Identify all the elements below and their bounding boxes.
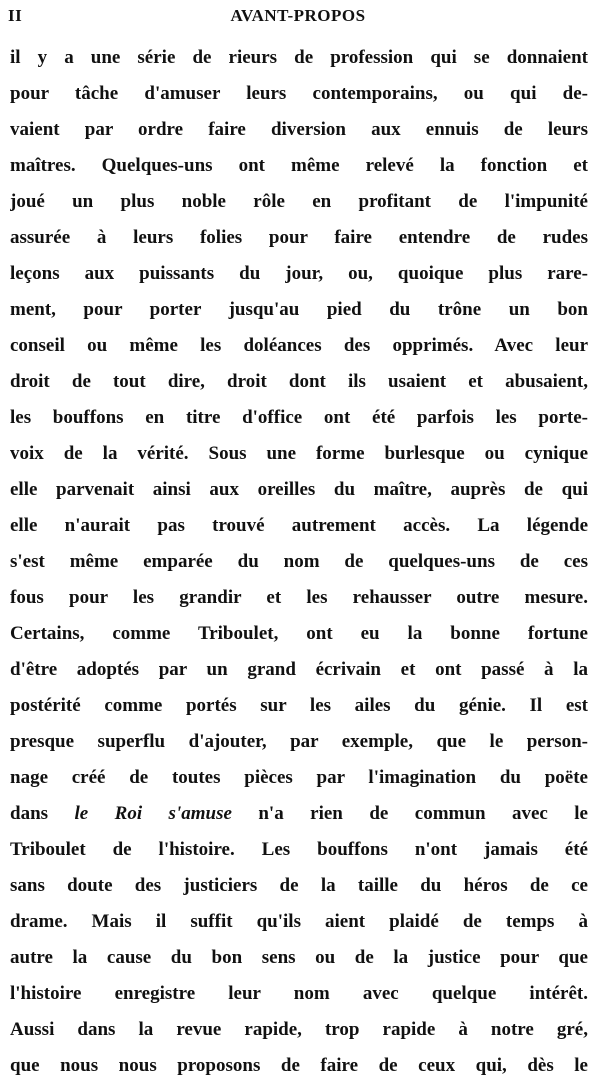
text-line: fous pour les grandir et les rehausser outre mesure. [10,587,588,608]
text-line: il y a une série de rieurs de profession qui se donnaient [10,47,588,68]
text-line: vaient par ordre faire diversion aux ennuis de leurs [10,119,588,140]
text-line: droit de tout dire, droit dont ils usaient et abusaient, [10,371,588,392]
text-line: elle n'aurait pas trouvé autrement accès. La légende [10,515,588,536]
text-line: conseil ou même les doléances des opprimés. Avec leur [10,335,588,356]
text-line: assurée à leurs folies pour faire entendre de rudes [10,227,588,248]
text-line: ment, pour porter jusqu'au pied du trône un bon [10,299,588,320]
text-line: nage créé de toutes pièces par l'imagination du poëte [10,767,588,788]
text-line: s'est même emparée du nom de quelques-uns de ces [10,551,588,572]
text-line: sans doute des justiciers de la taille du héros de ce [10,875,588,896]
text-segment: n'a rien de commun avec le [231,803,588,824]
text-line: leçons aux puissants du jour, ou, quoique plus rare- [10,263,588,284]
text-line: postérité comme portés sur les ailes du génie. Il est [10,695,588,716]
text-line: Certains, comme Triboulet, ont eu la bonne fortune [10,623,588,644]
text-line: Aussi dans la revue rapide, trop rapide à notre gré, [10,1019,588,1040]
text-line: maîtres. Quelques-uns ont même relevé la fonction et [10,155,588,176]
page-number: II [8,6,23,25]
text-line: elle parvenait ainsi aux oreilles du maître, auprès de qui [10,479,588,500]
text-line: voix de la vérité. Sous une forme burlesque ou cynique [10,443,588,464]
text-line: presque superflu d'ajouter, par exemple, que le person- [10,731,588,752]
body-text [10,40,588,1084]
text-line: drame. Mais il suffit qu'ils aient plaidé de temps à [10,911,588,932]
text-segment: dans [10,803,75,824]
text-line: Triboulet de l'histoire. Les bouffons n'ont jamais été [10,839,588,860]
text-line: l'histoire enregistre leur nom avec quelque intérêt. [10,983,588,1004]
running-head [8,6,588,30]
text-line: d'être adoptés par un grand écrivain et ont passé à la [10,659,588,680]
text-line: joué un plus noble rôle en profitant de l'impunité [10,191,588,212]
text-line: pour tâche d'amuser leurs contemporains, ou qui de- [10,83,588,104]
running-title: AVANT-PROPOS [230,6,366,25]
text-line-with-title [10,796,588,832]
text-line: que nous nous proposons de faire de ceux qui, dès le [10,1055,588,1076]
text-line: les bouffons en titre d'office ont été parfois les porte- [10,407,588,428]
play-title: le Roi s'amuse [74,803,232,824]
text-line: autre la cause du bon sens ou de la justice pour que [10,947,588,968]
